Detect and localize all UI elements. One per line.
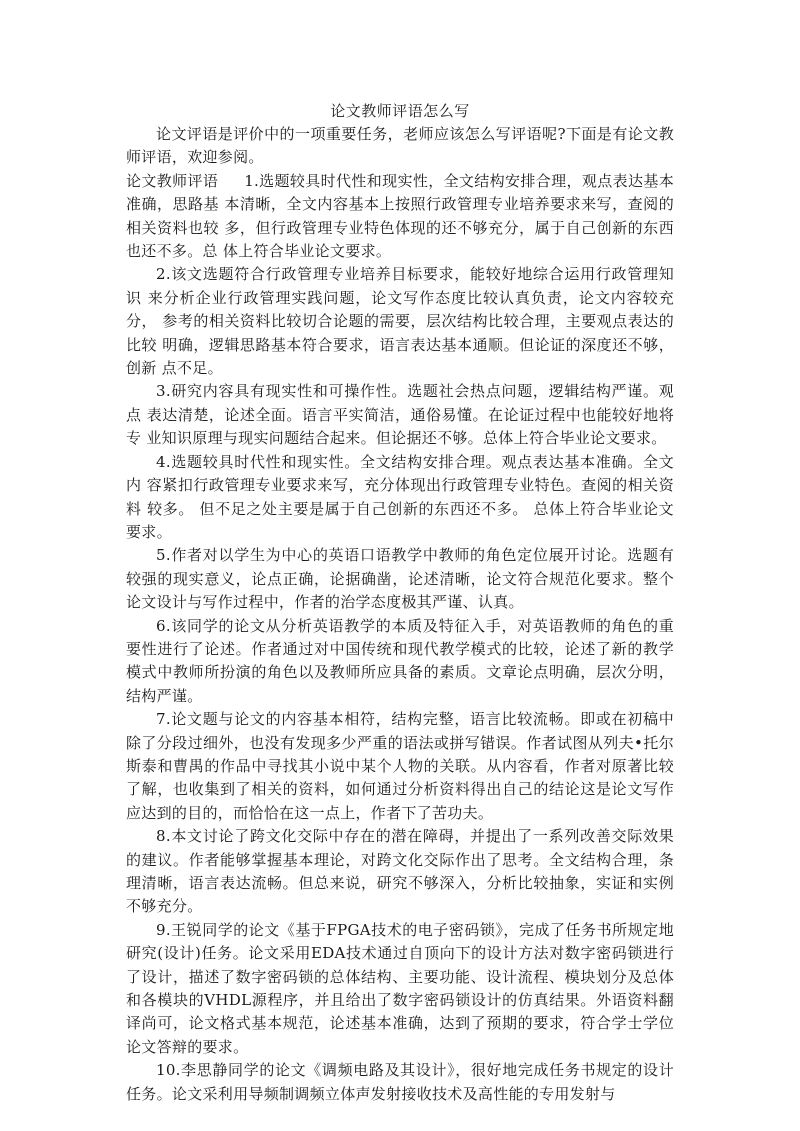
paragraph-7: 7.论文题与论文的内容基本相符，结构完整，语言比较流畅。即或在初稿中除了分段过细外，也没有发现多少严重的语法或拼写错误。作者试图从列夫•托尔斯泰和曹禺的作品中寻找其小说中某个人物的关联。从内容看，作者对原著比较了解，也收集到了相关的资料，如何通过分析资料得出自己的结论这是论文写作应达到的目的，而恰恰在这一点上，作者下了苦功夫。 <box>126 710 674 822</box>
paragraph-4: 4.选题较具时代性和现实性。全文结构安排合理。观点表达基本准确。全文内 容紧扣行政管理专业要求来写，充分体现出行政管理专业特色。查阅的相关资料 较多。 但不足之处主要是属于自己创新的东西还不多。 总体上符合毕业论文要求。 <box>126 452 674 541</box>
paragraph-5: 5.作者对以学生为中心的英语口语教学中教师的角色定位展开讨论。选题有较强的现实意义，论点正确，论据确凿，论述清晰，论文符合规范化要求。整个论文设计与写作过程中，作者的治学态度极其严谨、认真。 <box>126 546 674 612</box>
document-title: 论文教师评语怎么写 <box>330 102 470 120</box>
paragraph-3: 3.研究内容具有现实性和可操作性。选题社会热点问题，逻辑结构严谨。观点 表达清楚，论述全面。语言平实简洁，通俗易懂。在论证过程中也能较好地将专 业知识原理与现实问题结合起来。但论据还不够。总体上符合毕业论文要求。 <box>126 382 674 448</box>
paragraph-2: 2.该文选题符合行政管理专业培养目标要求，能较好地综合运用行政管理知识 来分析企业行政管理实践问题，论文写作态度比较认真负责，论文内容较充分， 参考的相关资料比较切合论题的需要，层次结构比较合理，主要观点表达的比较 明确，逻辑思路基本符合要求，语言表达基本通顺。但论证的深度还不够，创新 点不足。 <box>126 265 674 378</box>
paragraph-1 <box>126 170 674 264</box>
paragraph-9: 9.王锐同学的论文《基于FPGA技术的电子密码锁》，完成了任务书所规定地研究(设计)任务。论文采用EDA技术通过自顶向下的设计方法对数字密码锁进行了设计，描述了数字密码锁的总体结构、主要功能、设计流程、模块划分及总体和各模块的VHDL源程序，并且给出了数字密码锁设计的仿真结果。外语资料翻译尚可，论文格式基本规范，论述基本准确，达到了预期的要求，符合学士学位论文答辩的要求。 <box>126 920 674 1056</box>
intro-paragraph: 论文评语是评价中的一项重要任务，老师应该怎么写评语呢?下面是有论文教师评语，欢迎参阅。 <box>126 125 674 167</box>
paragraph-1-text: 1.选题较具时代性和现实性，全文结构安排合理，观点表达基本准确，思路基 本清晰，全文内容基本上按照行政管理专业培养要求来写，查阅的相关资料也较 多，但行政管理专业特色体现的还不够充分，属于自己创新的东西也还不多。总 体上符合毕业论文要求。 <box>126 171 674 261</box>
paragraph-8: 8.本文讨论了跨文化交际中存在的潜在障碍，并提出了一系列改善交际效果的建议。作者能够掌握基本理论，对跨文化交际作出了思考。全文结构合理，条理清晰，语言表达流畅。但总来说，研究不够深入，分析比较抽象，实证和实例不够充分。 <box>126 827 674 916</box>
paragraph-6: 6.该同学的论文从分析英语教学的本质及特征入手，对英语教师的角色的重要性进行了论述。作者通过对中国传统和现代教学模式的比较，论述了新的教学模式中教师所扮演的角色以及教师所应具备的素质。文章论点明确，层次分明，结构严谨。 <box>126 616 674 705</box>
paragraph-10: 10.李思静同学的论文《调频电路及其设计》，很好地完成任务书规定的设计任务。论文采利用导频制调频立体声发射接收技术及高性能的专用发射与 <box>126 1061 674 1103</box>
document-body <box>126 123 674 1106</box>
section-label: 论文教师评语 <box>126 171 219 190</box>
